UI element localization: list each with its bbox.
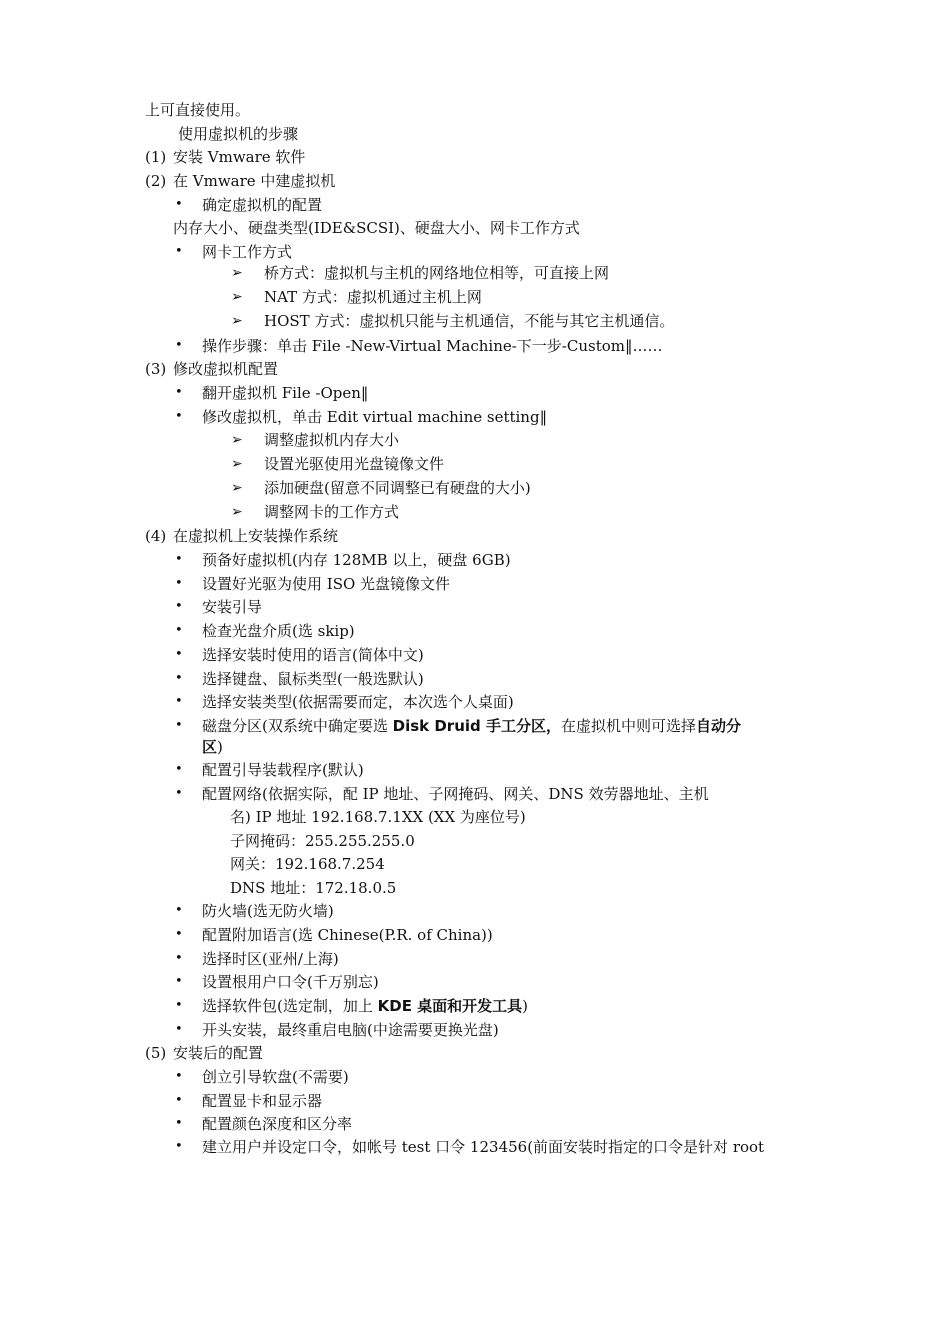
list-item-text: 在虚拟机中则可选择 <box>560 717 696 735</box>
list-item: 检查光盘介质(选 skip) <box>202 622 355 640</box>
bullet-icon: • <box>175 762 183 777</box>
arrow-bullet-icon: ➢ <box>231 456 243 472</box>
list-item: 防火墙(选无防火墙) <box>202 902 334 920</box>
sub-list-item: HOST 方式：虚拟机只能与主机通信，不能与其它主机通信。 <box>264 312 675 330</box>
arrow-bullet-icon: ➢ <box>231 504 243 520</box>
list-item: 选择键盘、鼠标类型(一般选默认) <box>202 670 424 688</box>
network-config-line: 名) IP 地址 192.168.7.1XX (XX 为座位号) <box>230 808 526 826</box>
bullet-icon: • <box>175 647 183 662</box>
list-item: 配置引导装载程序(默认) <box>202 761 364 779</box>
list-item: 选择时区(亚州/上海) <box>202 950 339 968</box>
bullet-icon: • <box>175 1116 183 1131</box>
section-number: (3) <box>145 360 167 378</box>
bullet-icon: • <box>175 718 183 733</box>
list-item: 翻开虚拟机 File -Open‖ <box>202 384 369 402</box>
list-item: 配置网络(依据实际，配 IP 地址、子网掩码、网关、DNS 效劳器地址、主机 <box>202 785 709 803</box>
list-item-text: 磁盘分区(双系统中确定要选 <box>202 717 393 735</box>
section-heading: 在 Vmware 中建虚拟机 <box>173 172 336 190</box>
steps-heading: 使用虚拟机的步骤 <box>178 125 299 143</box>
bullet-icon: • <box>175 998 183 1013</box>
list-item: 配置显卡和显示器 <box>202 1092 323 1110</box>
section-number: (1) <box>145 148 167 166</box>
network-config-line: 子网掩码：255.255.255.0 <box>230 832 415 850</box>
list-item-detail: 内存大小、硬盘类型(IDE&SCSI)、硬盘大小、网卡工作方式 <box>173 219 580 237</box>
list-item: 选择安装类型(依据需要而定，本次选个人桌面) <box>202 693 514 711</box>
list-item: 设置好光驱为使用 ISO 光盘镜像文件 <box>202 575 451 593</box>
section-heading: 安装后的配置 <box>173 1044 264 1062</box>
list-item: 网卡工作方式 <box>202 243 293 261</box>
sub-list-item: 调整虚拟机内存大小 <box>264 431 400 449</box>
sub-list-item: 添加硬盘(留意不同调整已有硬盘的大小) <box>264 479 531 497</box>
bullet-icon: • <box>175 694 183 709</box>
emphasis-text: KDE 桌面和开发工具 <box>377 997 523 1015</box>
list-item: 设置根用户口令(千万别忘) <box>202 973 379 991</box>
emphasis-text: Disk Druid 手工分区， <box>392 717 561 735</box>
bullet-icon: • <box>175 1093 183 1108</box>
bullet-icon: • <box>175 576 183 591</box>
bullet-icon: • <box>175 385 183 400</box>
bullet-icon: • <box>175 1022 183 1037</box>
bullet-icon: • <box>175 599 183 614</box>
bullet-icon: • <box>175 927 183 942</box>
list-item: 配置颜色深度和区分率 <box>202 1115 353 1133</box>
intro-tail-line: 上可直接使用。 <box>145 101 251 119</box>
list-item: 预备好虚拟机(内存 128MB 以上，硬盘 6GB) <box>202 551 511 569</box>
list-item-text: ) <box>522 997 529 1015</box>
arrow-bullet-icon: ➢ <box>231 480 243 496</box>
arrow-bullet-icon: ➢ <box>231 265 243 281</box>
bullet-icon: • <box>175 1069 183 1084</box>
bullet-icon: • <box>175 197 183 212</box>
sub-list-item: 桥方式：虚拟机与主机的网络地位相等，可直接上网 <box>264 264 610 282</box>
section-heading: 安装 Vmware 软件 <box>173 148 306 166</box>
list-item: 确定虚拟机的配置 <box>202 196 323 214</box>
list-item: 操作步骤：单击 File -New-Virtual Machine-下一步-Custom‖…… <box>202 337 663 355</box>
list-item-continuation <box>202 737 223 757</box>
section-number: (4) <box>145 527 167 545</box>
list-item: 安装引导 <box>202 598 263 616</box>
sub-list-item: 调整网卡的工作方式 <box>264 503 400 521</box>
bullet-icon: • <box>175 974 183 989</box>
section-heading: 修改虚拟机配置 <box>173 360 279 378</box>
bullet-icon: • <box>175 338 183 353</box>
emphasis-text: 自动分 <box>696 717 742 735</box>
list-item: 开头安装，最终重启电脑(中途需要更换光盘) <box>202 1021 499 1039</box>
list-item: 修改虚拟机，单击 Edit virtual machine setting‖ <box>202 408 548 426</box>
bullet-icon: • <box>175 409 183 424</box>
bullet-icon: • <box>175 786 183 801</box>
list-item: 创立引导软盘(不需要) <box>202 1068 349 1086</box>
list-item-disk-partition <box>202 716 741 736</box>
sub-list-item: NAT 方式：虚拟机通过主机上网 <box>264 288 482 306</box>
list-item: 选择安装时使用的语言(简体中文) <box>202 646 424 664</box>
network-config-line: 网关：192.168.7.254 <box>230 855 385 873</box>
bullet-icon: • <box>175 903 183 918</box>
bullet-icon: • <box>175 623 183 638</box>
list-item-text: 选择软件包(选定制，加上 <box>202 997 378 1015</box>
section-heading: 在虚拟机上安装操作系统 <box>173 527 339 545</box>
bullet-icon: • <box>175 951 183 966</box>
section-number: (5) <box>145 1044 167 1062</box>
list-item: 配置附加语言(选 Chinese(P.R. of China)) <box>202 926 493 944</box>
list-item-software <box>202 996 528 1016</box>
emphasis-text: 区 <box>202 738 218 756</box>
network-config-line: DNS 地址：172.18.0.5 <box>230 879 397 897</box>
bullet-icon: • <box>175 552 183 567</box>
arrow-bullet-icon: ➢ <box>231 313 243 329</box>
arrow-bullet-icon: ➢ <box>231 432 243 448</box>
arrow-bullet-icon: ➢ <box>231 289 243 305</box>
list-item: 建立用户并设定口令，如帐号 test 口令 123456(前面安装时指定的口令是针对 root <box>202 1138 765 1156</box>
bullet-icon: • <box>175 244 183 259</box>
section-number: (2) <box>145 172 167 190</box>
sub-list-item: 设置光驱使用光盘镜像文件 <box>264 455 445 473</box>
list-item-text: ) <box>217 738 223 756</box>
bullet-icon: • <box>175 671 183 686</box>
bullet-icon: • <box>175 1139 183 1154</box>
